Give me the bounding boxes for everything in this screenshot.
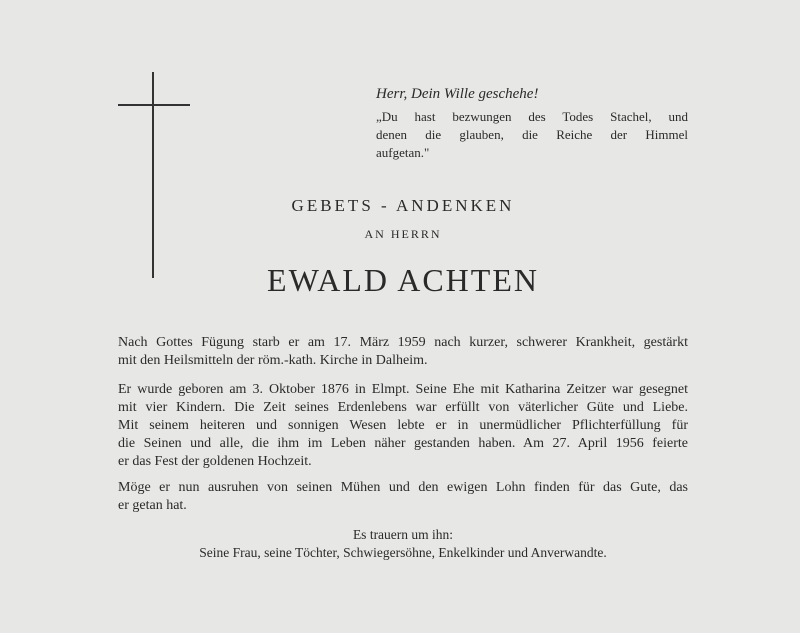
text-line: er das Fest der goldenen Hochzeit. <box>118 454 312 469</box>
heading: GEBETS - ANDENKEN <box>291 196 515 215</box>
text-line: die Seinen und alle, die ihm im Leben näher gestanden haben. Am 27. April 1956 feierte <box>118 436 688 451</box>
bible-verse <box>376 108 688 162</box>
text-line: er getan hat. <box>118 498 187 513</box>
cross-icon-bar <box>118 104 190 106</box>
paragraph-2 <box>118 381 688 471</box>
mourners: Seine Frau, seine Töchter, Schwiegersöhne, Enkelkinder und Anverwandte. <box>199 545 607 560</box>
text-line: Nach Gottes Fügung starb er am 17. März 1959 nach kurzer, schwerer Krankheit, gestärkt <box>118 335 688 350</box>
cross-icon <box>152 72 154 278</box>
verse-line: denen die glauben, die Reiche der Himmel <box>376 127 688 142</box>
mourners-intro: Es trauern um ihn: <box>352 527 454 542</box>
text-line: mit vier Kindern. Die Zeit seines Erdenlebens war erfüllt von väterlicher Güte und Liebe. <box>118 400 688 415</box>
text-line: Er wurde geboren am 3. Oktober 1876 in Elmpt. Seine Ehe mit Katharina Zeitzer war gesegnet <box>118 382 688 397</box>
paragraph-1 <box>118 334 688 370</box>
text-line: Mit seinem heiteren und sonnigen Wesen lebte er in unermüdlicher Pflichterfüllung für <box>118 418 688 433</box>
verse-line: „Du hast bezwungen des Todes Stachel, und <box>376 109 688 124</box>
paragraph-3 <box>118 479 688 515</box>
deceased-name: EWALD ACHTEN <box>267 262 539 298</box>
subheading: AN HERRN <box>364 227 442 241</box>
text-line: Möge er nun ausruhen von seinen Mühen und den ewigen Lohn finden für das Gute, das <box>118 480 688 495</box>
verse-line: aufgetan." <box>376 145 430 160</box>
text-line: mit den Heilsmitteln der röm.-kath. Kirche in Dalheim. <box>118 353 428 368</box>
motto: Herr, Dein Wille geschehe! <box>376 86 539 102</box>
